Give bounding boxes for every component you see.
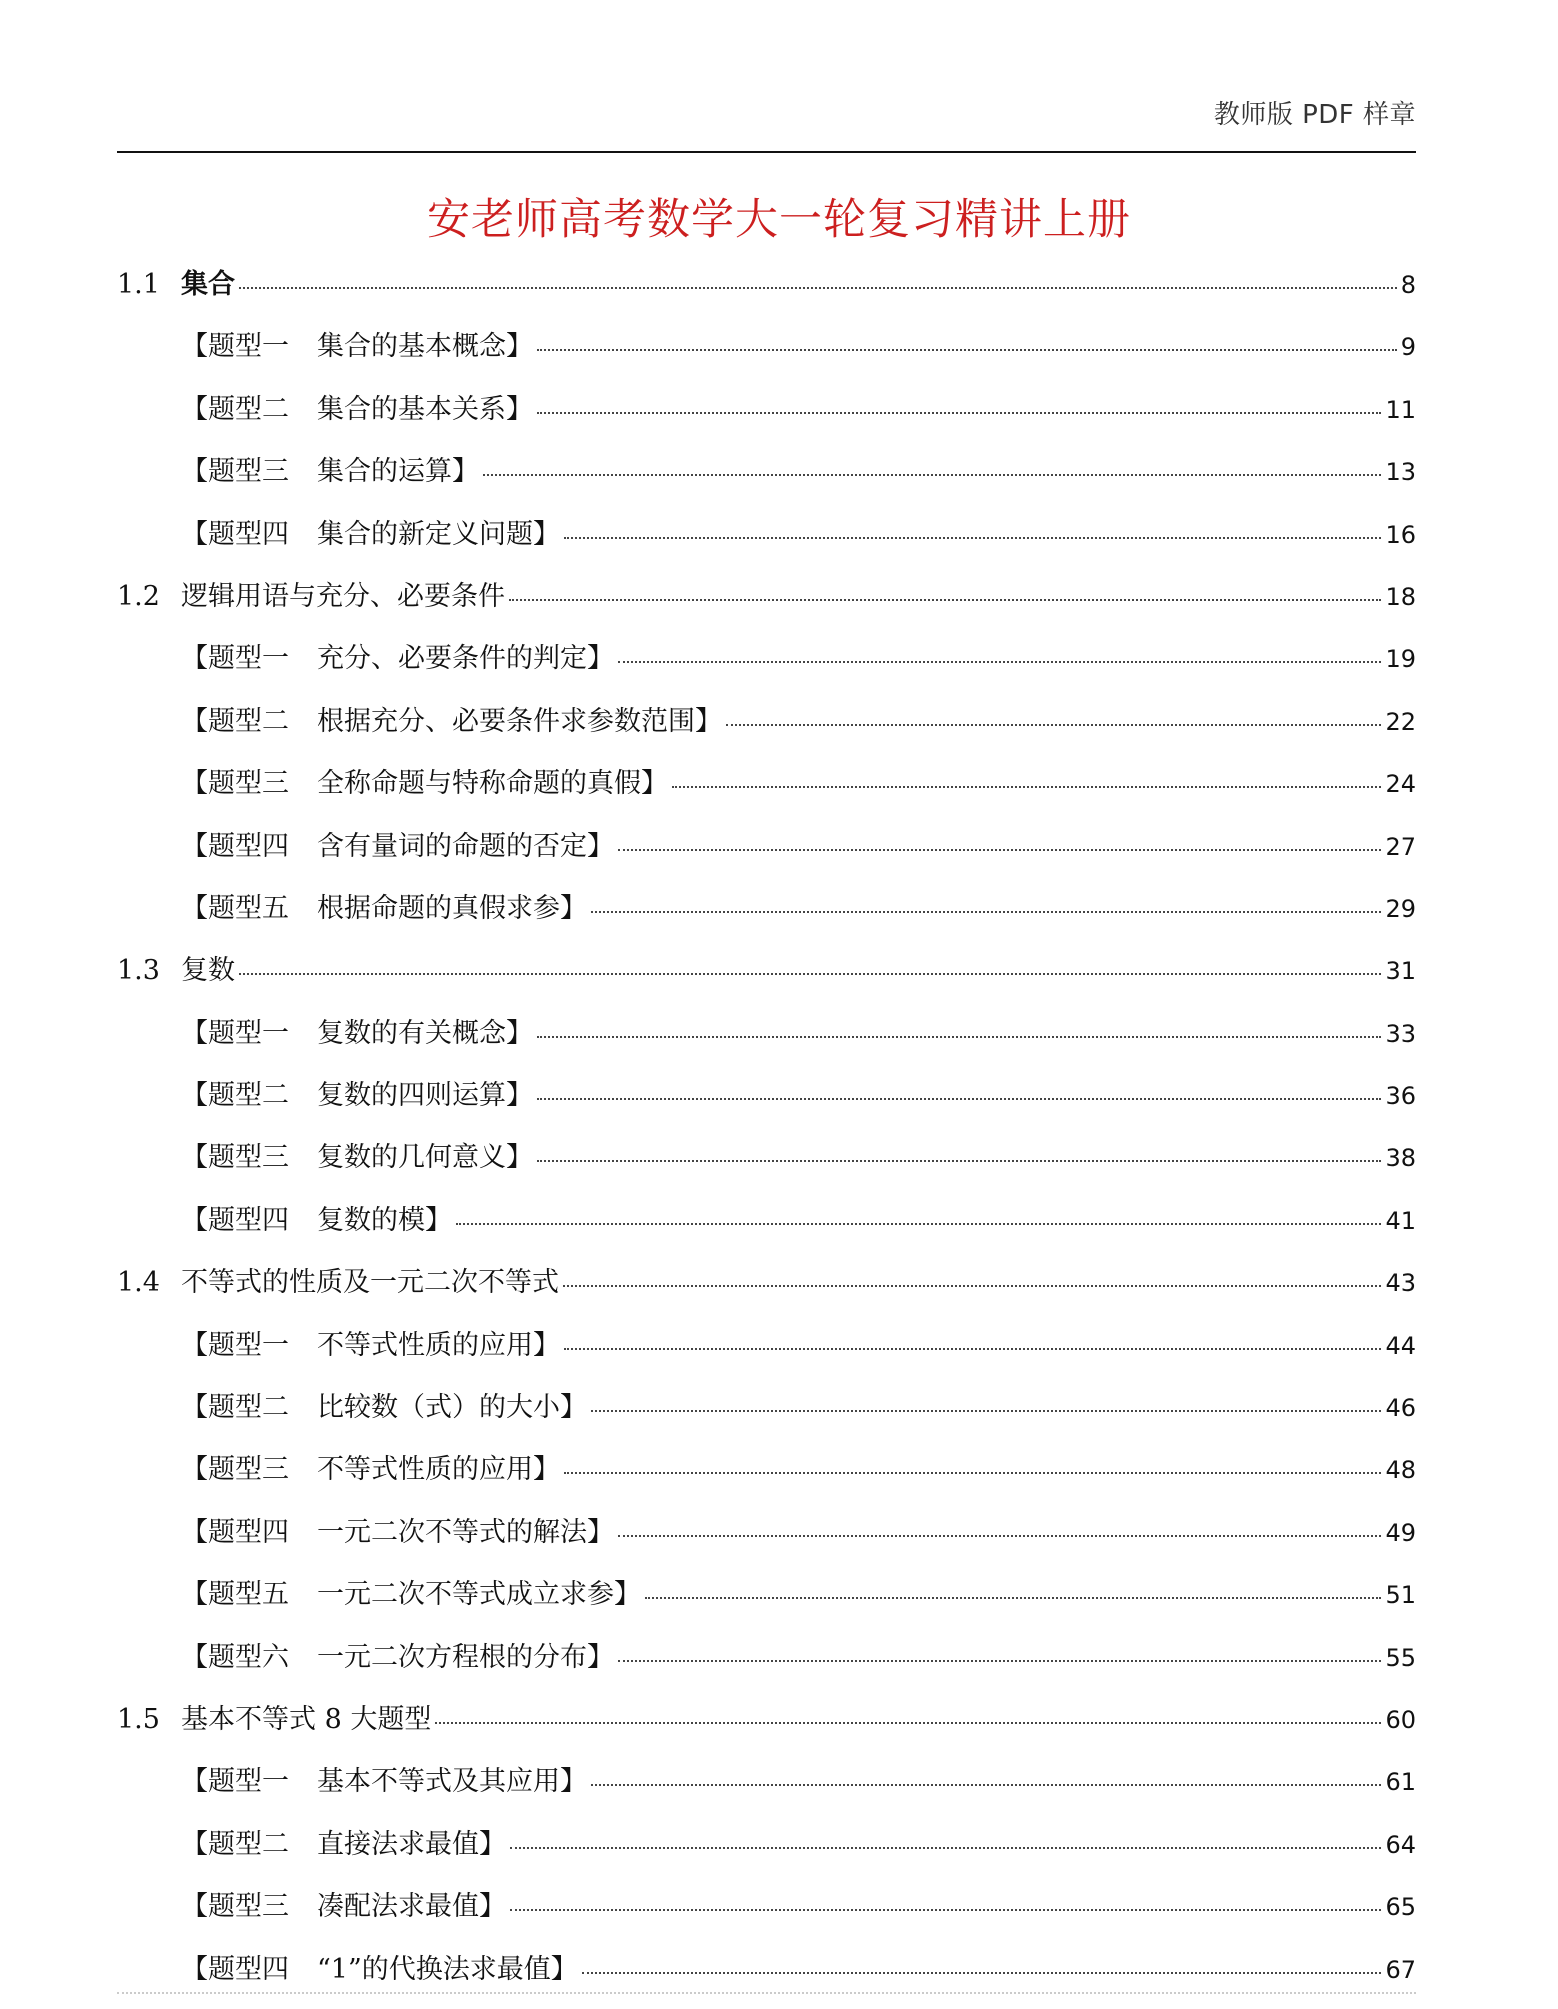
toc-subentry-label <box>181 886 587 925</box>
toc-subentry-label <box>181 1385 587 1424</box>
toc-question-type-tag: 【题型四 <box>181 1516 289 1548</box>
toc-question-type-tag: 【题型四 <box>181 518 289 550</box>
toc-dot-leader <box>537 1036 1381 1038</box>
toc-page-number: 16 <box>1385 520 1416 549</box>
toc-question-type-title: “1”的代换法求最值】 <box>317 1953 578 1985</box>
toc-question-type-title: 一元二次方程根的分布】 <box>317 1641 614 1673</box>
toc-subentry-label <box>181 761 668 800</box>
toc-page-number: 33 <box>1385 1019 1416 1048</box>
toc-question-type-tag: 【题型二 <box>181 1392 289 1424</box>
toc-question-type-tag: 【题型三 <box>181 1142 289 1174</box>
toc-question-type-tag: 【题型四 <box>181 1204 289 1236</box>
toc-subentry-label <box>181 1884 506 1923</box>
toc-subentry[interactable] <box>117 1135 1416 1197</box>
toc-subentry-label <box>181 1135 533 1174</box>
toc-question-type-title: 一元二次不等式成立求参】 <box>317 1579 641 1611</box>
toc-dot-leader <box>618 1660 1381 1662</box>
toc-dot-leader <box>510 1909 1381 1911</box>
toc-page-number: 13 <box>1385 458 1416 487</box>
toc-question-type-tag: 【题型一 <box>181 1766 289 1798</box>
toc-subentry[interactable] <box>117 1884 1416 1946</box>
toc-subentry[interactable] <box>117 636 1416 698</box>
toc-page-number: 31 <box>1385 957 1416 986</box>
toc-question-type-title: 复数的几何意义】 <box>317 1142 533 1174</box>
toc-page-number: 46 <box>1385 1394 1416 1423</box>
toc-subentry[interactable] <box>117 1198 1416 1260</box>
toc-dot-leader <box>509 599 1381 601</box>
toc-question-type-tag: 【题型三 <box>181 1891 289 1923</box>
toc-question-type-tag: 【题型五 <box>181 892 289 924</box>
toc-dot-leader <box>618 849 1381 851</box>
toc-dot-leader <box>537 349 1397 351</box>
toc-subentry-label <box>181 1572 641 1611</box>
toc-subentry[interactable] <box>117 1073 1416 1135</box>
toc-question-type-tag: 【题型二 <box>181 705 289 737</box>
toc-section-title: 基本不等式 8 大题型 <box>181 1703 432 1735</box>
toc-page-number: 48 <box>1385 1456 1416 1485</box>
document-title: 安老师高考数学大一轮复习精讲上册 <box>427 195 1131 245</box>
toc-subentry[interactable] <box>117 1572 1416 1634</box>
toc-subentry[interactable] <box>117 387 1416 449</box>
toc-question-type-title: 充分、必要条件的判定】 <box>317 643 614 675</box>
next-page-edge <box>117 1992 1416 2004</box>
toc-section-title: 复数 <box>181 955 235 987</box>
toc-section-number: 1.4 <box>117 1267 160 1299</box>
toc-subentry[interactable] <box>117 1011 1416 1073</box>
toc-question-type-tag: 【题型一 <box>181 643 289 675</box>
toc-subentry[interactable] <box>117 1510 1416 1572</box>
toc-subentry-label <box>181 699 722 738</box>
toc-subentry[interactable] <box>117 1822 1416 1884</box>
toc-question-type-title: 含有量词的命题的否定】 <box>317 830 614 862</box>
toc-dot-leader <box>435 1722 1381 1724</box>
toc-question-type-title: 根据命题的真假求参】 <box>317 892 587 924</box>
toc-dot-leader <box>726 724 1381 726</box>
toc-subentry-label <box>181 387 533 426</box>
header-divider <box>117 151 1416 153</box>
toc-dot-leader <box>564 1348 1381 1350</box>
toc-question-type-title: 直接法求最值】 <box>317 1828 506 1860</box>
toc-subentry-label <box>181 636 614 675</box>
toc-question-type-title: 比较数（式）的大小】 <box>317 1392 587 1424</box>
toc-page-number: 24 <box>1385 770 1416 799</box>
toc-section-number: 1.2 <box>117 580 160 612</box>
toc-question-type-tag: 【题型三 <box>181 456 289 488</box>
toc-subentry[interactable] <box>117 761 1416 823</box>
toc-subentry[interactable] <box>117 1385 1416 1447</box>
toc-page-number: 9 <box>1400 333 1416 362</box>
toc-subentry-label <box>181 824 614 863</box>
toc-section-title: 不等式的性质及一元二次不等式 <box>181 1267 559 1299</box>
toc-question-type-tag: 【题型二 <box>181 393 289 425</box>
toc-subentry[interactable] <box>117 1323 1416 1385</box>
toc-question-type-title: 根据充分、必要条件求参数范围】 <box>317 705 722 737</box>
toc-page-number: 36 <box>1385 1082 1416 1111</box>
toc-section-number: 1.5 <box>117 1703 160 1735</box>
toc-question-type-title: 凑配法求最值】 <box>317 1891 506 1923</box>
toc-dot-leader <box>537 1160 1381 1162</box>
toc-dot-leader <box>510 1847 1381 1849</box>
toc-page-number: 29 <box>1385 894 1416 923</box>
toc-dot-leader <box>672 786 1381 788</box>
toc-section-entry[interactable] <box>117 948 1416 1010</box>
toc-page-number: 44 <box>1385 1331 1416 1360</box>
toc-subentry-label <box>181 1073 533 1112</box>
toc-question-type-title: 集合的运算】 <box>317 456 479 488</box>
toc-subentry[interactable] <box>117 699 1416 761</box>
toc-page-number: 55 <box>1385 1643 1416 1672</box>
toc-subentry-label <box>181 1759 587 1798</box>
toc-dot-leader <box>537 1098 1381 1100</box>
toc-dot-leader <box>591 1410 1381 1412</box>
toc-page-number: 49 <box>1385 1518 1416 1547</box>
toc-page-number: 64 <box>1385 1830 1416 1859</box>
toc-subentry-label <box>181 1323 560 1362</box>
toc-page-number: 8 <box>1400 271 1416 299</box>
toc-question-type-title: 基本不等式及其应用】 <box>317 1766 587 1798</box>
toc-question-type-title: 全称命题与特称命题的真假】 <box>317 768 668 800</box>
toc-question-type-title: 复数的四则运算】 <box>317 1080 533 1112</box>
toc-question-type-tag: 【题型三 <box>181 768 289 800</box>
toc-question-type-tag: 【题型六 <box>181 1641 289 1673</box>
toc-question-type-tag: 【题型四 <box>181 1953 289 1985</box>
toc-section-number: 1.3 <box>117 955 160 987</box>
toc-question-type-tag: 【题型二 <box>181 1828 289 1860</box>
toc-subentry[interactable] <box>117 1447 1416 1509</box>
toc-subentry[interactable] <box>117 824 1416 886</box>
toc-subentry-label <box>181 512 560 551</box>
toc-subentry-label <box>181 1011 533 1050</box>
toc-subentry-label <box>181 1510 614 1549</box>
toc-question-type-tag: 【题型一 <box>181 1017 289 1049</box>
toc-dot-leader <box>239 287 1397 289</box>
toc-subentry-label <box>181 1947 578 1986</box>
toc-dot-leader <box>618 661 1381 663</box>
toc-page-number: 65 <box>1385 1893 1416 1922</box>
toc-page-number: 61 <box>1385 1768 1416 1797</box>
toc-dot-leader <box>483 474 1381 476</box>
toc-subentry[interactable] <box>117 324 1416 386</box>
table-of-contents <box>117 262 1416 2009</box>
toc-dot-leader <box>591 911 1381 913</box>
toc-page-number: 60 <box>1385 1705 1416 1734</box>
toc-question-type-tag: 【题型二 <box>181 1080 289 1112</box>
toc-subentry-label <box>181 1635 614 1674</box>
toc-question-type-title: 不等式性质的应用】 <box>317 1454 560 1486</box>
toc-page-number: 27 <box>1385 832 1416 861</box>
toc-dot-leader <box>591 1784 1381 1786</box>
toc-dot-leader <box>645 1597 1381 1599</box>
toc-page-number: 38 <box>1385 1144 1416 1173</box>
toc-question-type-title: 一元二次不等式的解法】 <box>317 1516 614 1548</box>
toc-dot-leader <box>563 1285 1381 1287</box>
toc-question-type-title: 集合的基本关系】 <box>317 393 533 425</box>
toc-question-type-tag: 【题型一 <box>181 1329 289 1361</box>
toc-question-type-title: 复数的模】 <box>317 1204 452 1236</box>
toc-subentry-label <box>181 324 533 363</box>
toc-dot-leader <box>564 1472 1381 1474</box>
toc-subentry[interactable] <box>117 512 1416 574</box>
toc-subentry-label <box>181 1198 452 1237</box>
toc-question-type-tag: 【题型五 <box>181 1579 289 1611</box>
toc-subentry[interactable] <box>117 449 1416 511</box>
toc-question-type-tag: 【题型三 <box>181 1454 289 1486</box>
toc-dot-leader <box>582 1972 1382 1974</box>
toc-subentry[interactable] <box>117 886 1416 948</box>
toc-section-number: 1.1 <box>117 269 160 300</box>
toc-subentry-label <box>181 1447 560 1486</box>
toc-subentry[interactable] <box>117 1759 1416 1821</box>
toc-page-number: 18 <box>1385 582 1416 611</box>
toc-question-type-title: 集合的基本概念】 <box>317 331 533 363</box>
toc-section-entry[interactable] <box>117 1697 1416 1759</box>
toc-question-type-tag: 【题型一 <box>181 331 289 363</box>
toc-dot-leader <box>456 1223 1381 1225</box>
toc-subentry[interactable] <box>117 1635 1416 1697</box>
toc-question-type-tag: 【题型四 <box>181 830 289 862</box>
page-header-label: 教师版 PDF 样章 <box>1213 100 1416 130</box>
toc-page-number: 41 <box>1385 1206 1416 1235</box>
toc-subentry-label <box>181 449 479 488</box>
toc-page-number: 11 <box>1385 395 1416 424</box>
toc-dot-leader <box>564 537 1381 539</box>
toc-section-entry[interactable] <box>117 574 1416 636</box>
toc-dot-leader <box>618 1535 1381 1537</box>
toc-section-title: 逻辑用语与充分、必要条件 <box>181 580 505 612</box>
toc-dot-leader <box>239 973 1381 975</box>
toc-question-type-title: 复数的有关概念】 <box>317 1017 533 1049</box>
toc-section-entry[interactable] <box>117 262 1416 324</box>
toc-page-number: 51 <box>1385 1581 1416 1610</box>
toc-question-type-title: 不等式性质的应用】 <box>317 1329 560 1361</box>
toc-section-entry[interactable] <box>117 1260 1416 1322</box>
toc-page-number: 67 <box>1385 1955 1416 1984</box>
toc-page-number: 22 <box>1385 707 1416 736</box>
toc-section-title: 集合 <box>181 269 235 300</box>
toc-subentry-label <box>181 1822 506 1861</box>
toc-page-number: 19 <box>1385 645 1416 674</box>
toc-question-type-title: 集合的新定义问题】 <box>317 518 560 550</box>
toc-page-number: 43 <box>1385 1269 1416 1298</box>
toc-dot-leader <box>537 412 1381 414</box>
